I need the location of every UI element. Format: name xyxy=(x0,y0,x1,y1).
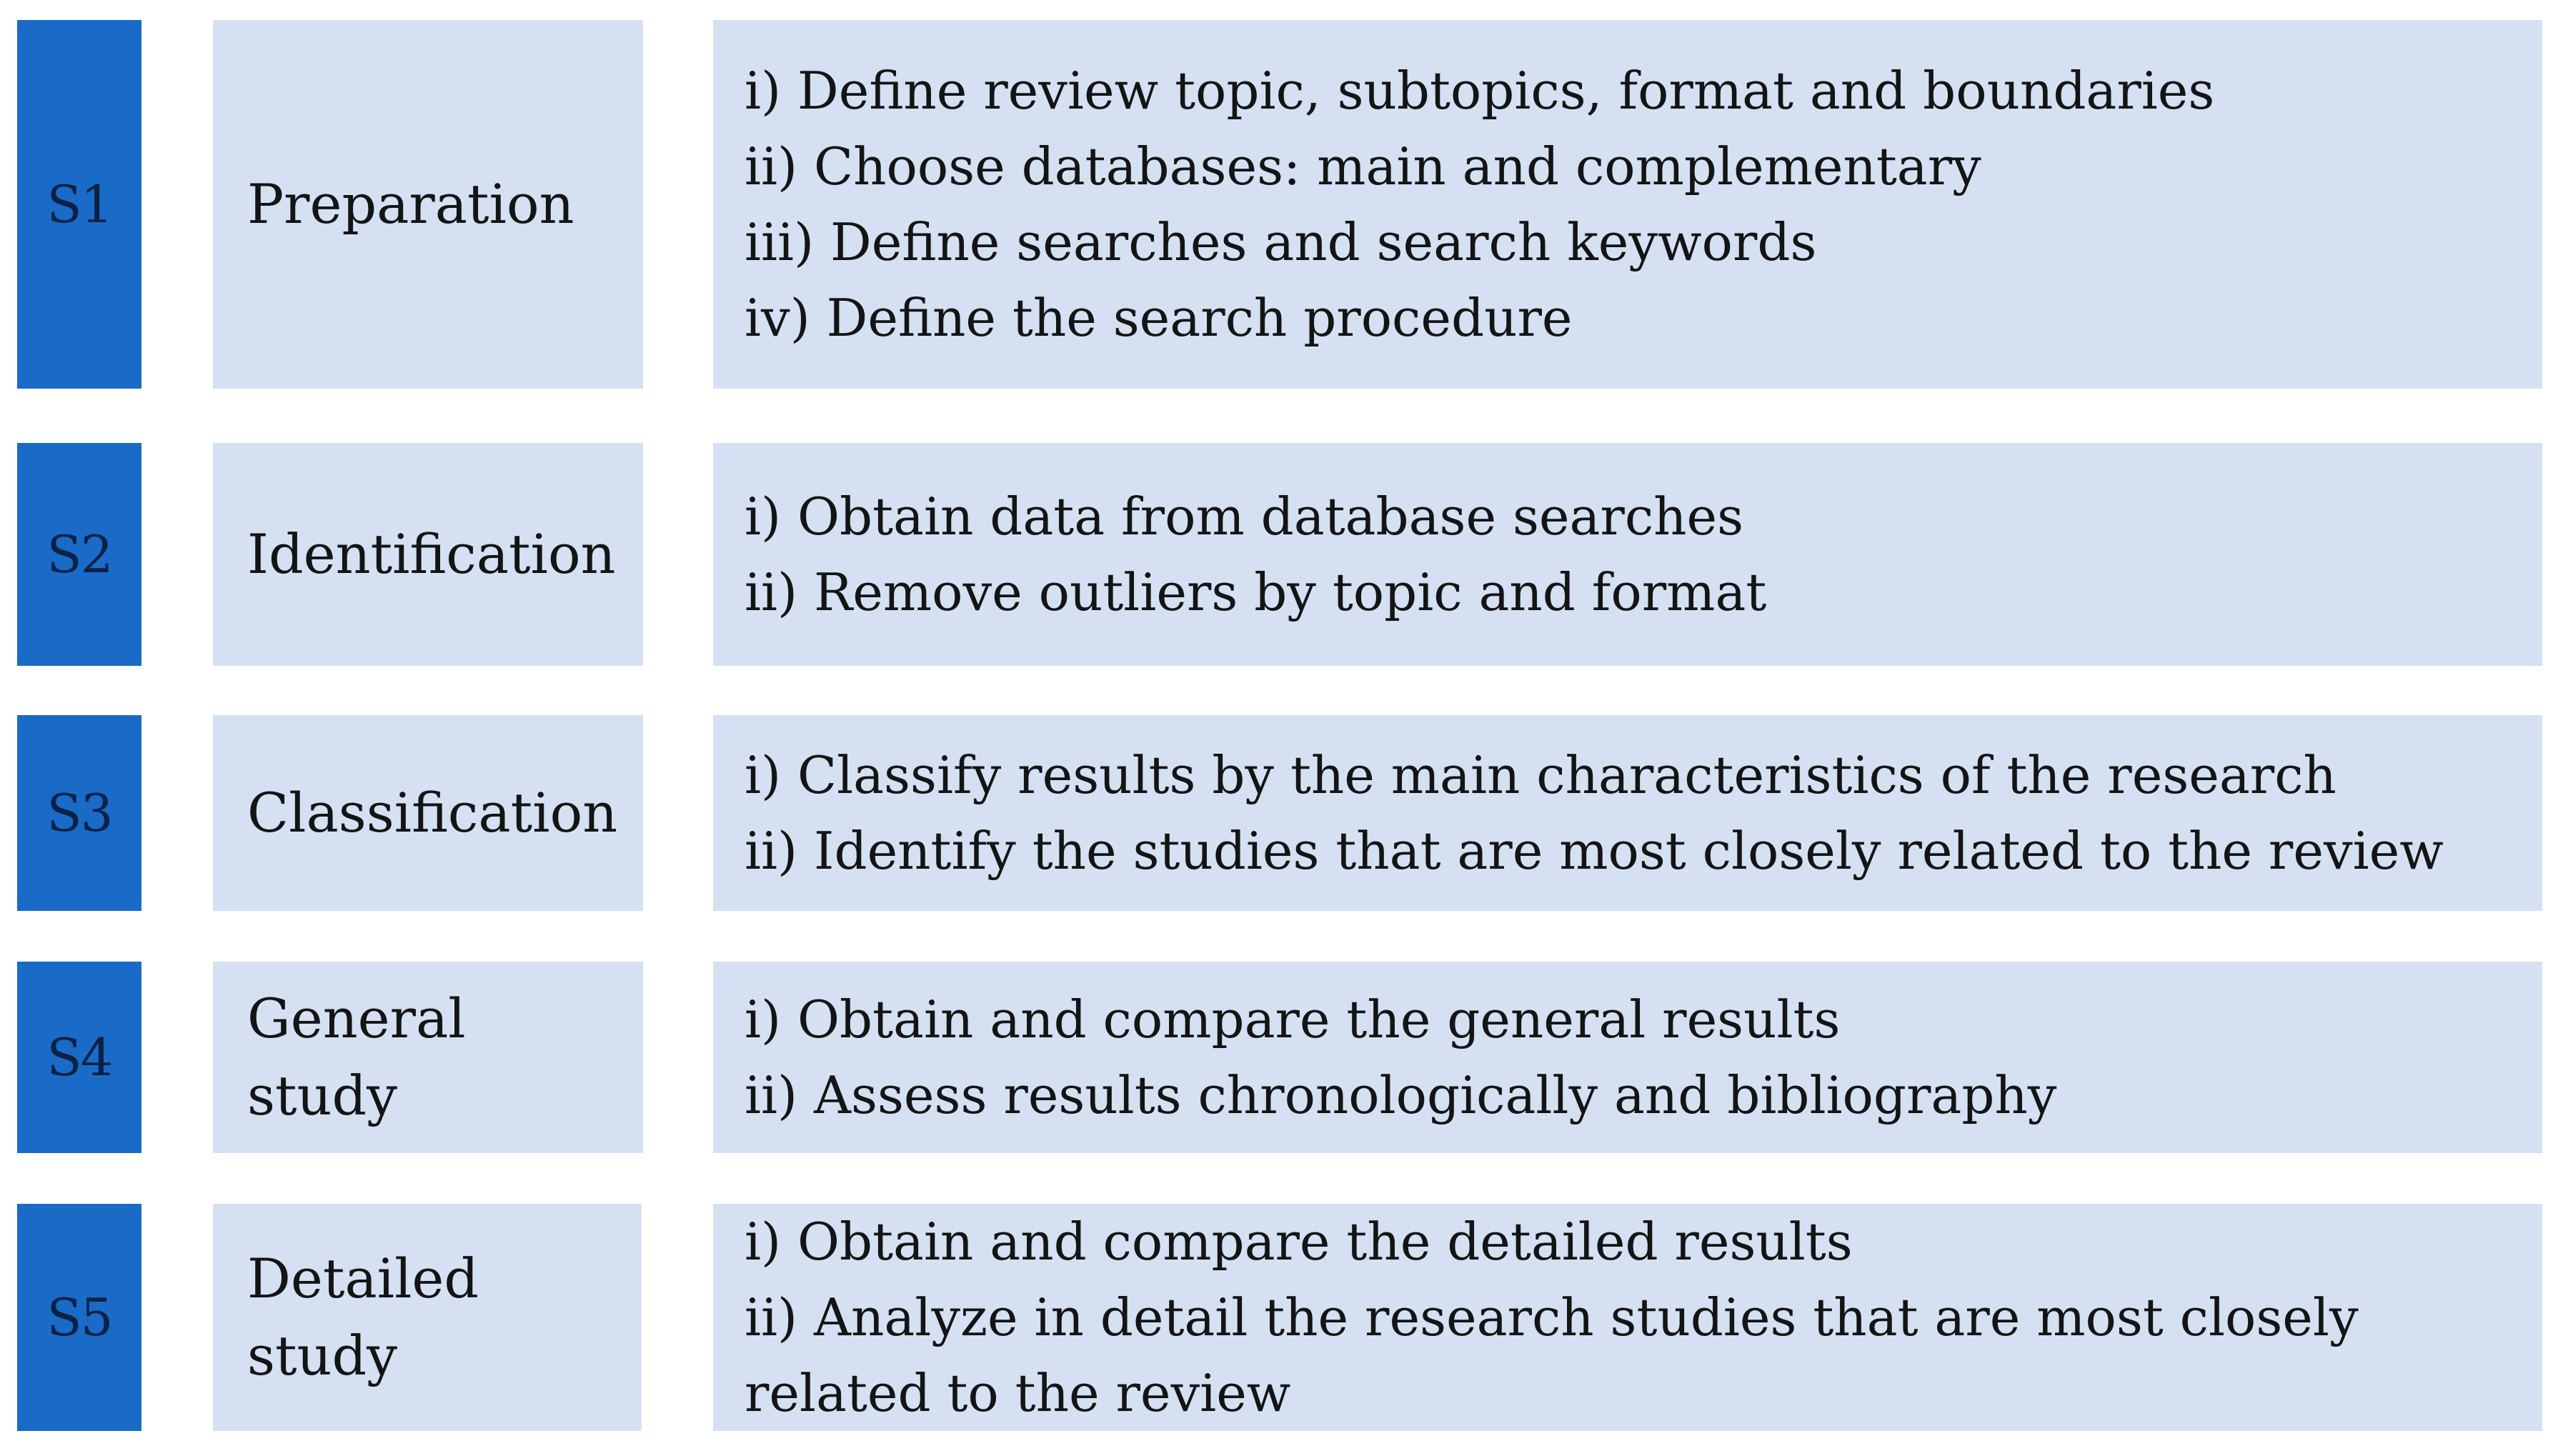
stage-row-s1 xyxy=(0,20,2563,389)
stage-step: i) Classify results by the main characteristics of the research xyxy=(745,745,2336,805)
stage-step: iv) Define the search procedure xyxy=(745,288,1573,348)
stage-row-s4 xyxy=(0,962,2563,1153)
stage-step: i) Obtain and compare the general results xyxy=(745,989,1841,1049)
stage-steps-box xyxy=(713,962,2542,1153)
stage-step: i) Obtain and compare the detailed results xyxy=(745,1212,1853,1272)
stage-name: Detailed study xyxy=(247,1247,479,1387)
stage-name-box xyxy=(213,715,643,911)
stage-step: ii) Choose databases: main and complementary xyxy=(745,136,1981,196)
stage-step: i) Obtain data from database searches xyxy=(745,487,1744,547)
stage-row-s5 xyxy=(0,1204,2563,1431)
stage-name-box xyxy=(213,962,643,1153)
stage-steps-box xyxy=(713,443,2542,666)
stage-name: Identification xyxy=(247,522,616,586)
stage-code: S1 xyxy=(46,174,112,234)
stage-steps-box xyxy=(713,20,2542,389)
stage-name-box xyxy=(213,20,643,389)
stage-name-box xyxy=(213,443,643,666)
stage-code-badge xyxy=(17,443,141,666)
stage-code-badge xyxy=(17,1204,141,1431)
stage-name: General study xyxy=(247,987,466,1127)
stage-row-s3 xyxy=(0,715,2563,911)
stage-step: ii) Analyze in detail the research studies that are most closely related to the review xyxy=(745,1287,2359,1423)
stage-step: ii) Remove outliers by topic and format xyxy=(745,562,1767,622)
stage-name: Classification xyxy=(247,781,618,844)
stage-code: S4 xyxy=(46,1027,112,1087)
stage-code: S5 xyxy=(46,1287,112,1347)
stage-steps-box xyxy=(713,715,2542,911)
stage-code: S3 xyxy=(46,783,112,843)
stage-name-box xyxy=(213,1204,642,1431)
stage-steps-box xyxy=(713,1204,2542,1431)
stage-code: S2 xyxy=(46,524,112,584)
stage-step: i) Define review topic, subtopics, format and boundaries xyxy=(745,61,2215,121)
stage-name: Preparation xyxy=(247,172,574,236)
stage-code-badge xyxy=(17,715,141,911)
stage-code-badge xyxy=(17,962,141,1153)
stage-row-s2 xyxy=(0,443,2563,666)
stage-step: ii) Identify the studies that are most closely related to the review xyxy=(745,821,2444,881)
stage-step: iii) Define searches and search keywords xyxy=(745,212,1817,272)
stage-step: ii) Assess results chronologically and bibliography xyxy=(745,1065,2057,1125)
stage-code-badge xyxy=(17,20,141,389)
